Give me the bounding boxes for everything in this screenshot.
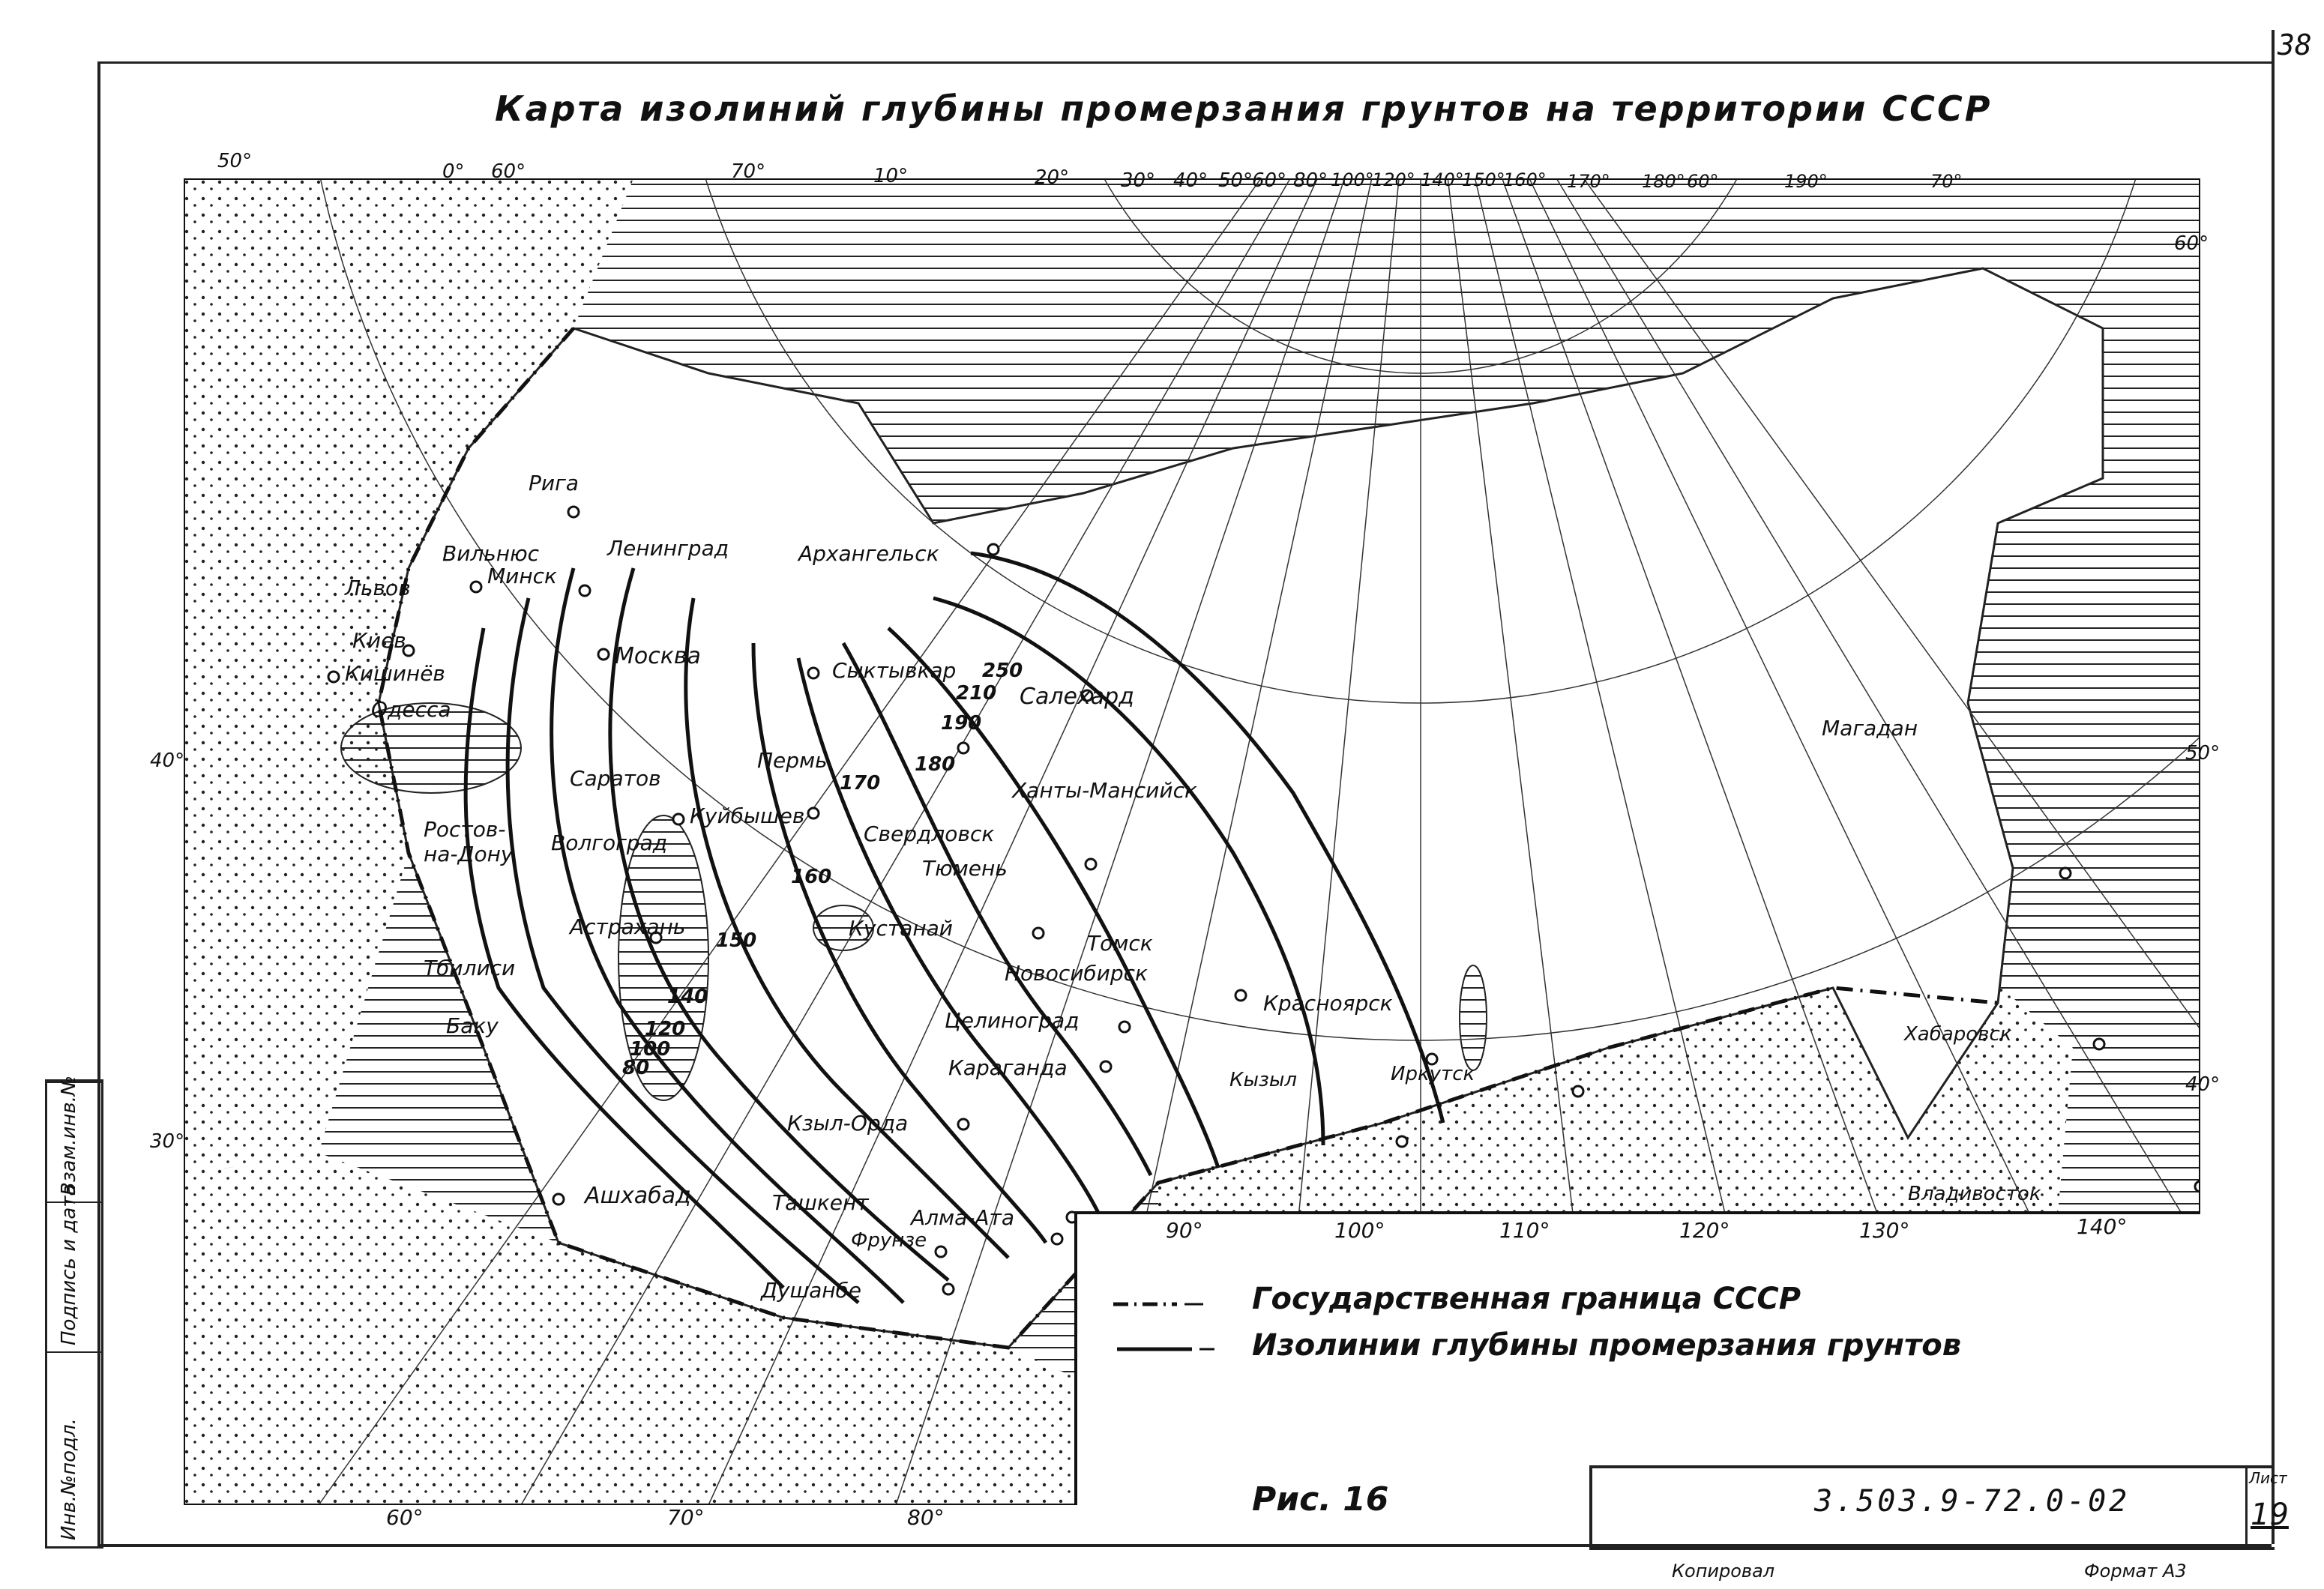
city-label: Ханты-Мансийск xyxy=(1012,778,1197,803)
city-label: Баку xyxy=(446,1013,499,1038)
top-degree-label: 160° xyxy=(1503,169,1547,190)
stamp-column xyxy=(45,1076,103,1549)
city-label: Кзыл-Орда xyxy=(787,1111,909,1136)
stamp-label-replaced-inv: Взам.инв.№ xyxy=(58,1076,80,1195)
top-degree-label: 190° xyxy=(1784,171,1828,192)
top-degree-label: 10° xyxy=(873,165,909,187)
city-label: Новосибирск xyxy=(1005,961,1148,986)
city-label: Иркутск xyxy=(1391,1063,1475,1085)
side-degree-label: 50° xyxy=(2185,742,2221,765)
side-degree-label: 60° xyxy=(2174,232,2209,255)
isoline-label: 190 xyxy=(941,712,982,735)
stamp-label-signature-date: Подпись и дата xyxy=(58,1184,80,1345)
city-label: Хабаровск xyxy=(1904,1023,2012,1046)
top-degree-label: 50° xyxy=(217,150,253,172)
city-label: Владивосток xyxy=(1908,1183,2041,1205)
top-degree-label: 70° xyxy=(731,160,766,183)
legend-border-label: Государственная граница СССР xyxy=(1252,1282,1801,1316)
city-label: Кишинёв xyxy=(345,661,445,686)
city-label: Целиноград xyxy=(945,1008,1080,1033)
figure-label: Рис. 16 xyxy=(1252,1480,1389,1519)
city-label: Тбилиси xyxy=(424,956,516,980)
legend-symbols xyxy=(1110,1285,1222,1368)
isoline-label: 120 xyxy=(645,1018,686,1040)
copied-by-label: Копировал xyxy=(1672,1561,1775,1582)
city-label: Ленинград xyxy=(607,536,729,561)
bottom-degree-label: 140° xyxy=(2077,1214,2128,1239)
city-label: Киев xyxy=(352,628,406,653)
top-degree-label: 30° xyxy=(1121,169,1156,192)
city-label: Красноярск xyxy=(1263,991,1393,1016)
city-label: Минск xyxy=(487,564,557,588)
city-label: Ашхабад xyxy=(585,1183,691,1209)
city-label: Алма-Ата xyxy=(911,1205,1015,1230)
top-degree-label: 50° xyxy=(1218,169,1253,192)
bottom-degree-label: 70° xyxy=(667,1505,705,1530)
isoline-label: 140 xyxy=(667,986,708,1008)
isoline-label: 160 xyxy=(791,866,832,888)
stamp-cell-signature xyxy=(47,1184,101,1353)
frame-right-line xyxy=(2272,30,2275,1544)
lake-baikal xyxy=(1460,965,1487,1070)
city-label: Пермь xyxy=(757,748,828,773)
city-label: Рига xyxy=(529,471,579,495)
top-sheet-number: 38 xyxy=(2278,28,2312,61)
map-title: Карта изолиний глубины промерзания грунтов на территории СССР xyxy=(495,88,1993,129)
city-label: Одесса xyxy=(371,697,451,722)
city-label: Фрунзе xyxy=(851,1229,927,1252)
top-degree-label: 120° xyxy=(1372,169,1415,190)
stamp-label-original-inv: Инв.№подл. xyxy=(58,1418,80,1540)
top-degree-label: 70° xyxy=(1930,171,1963,192)
top-degree-label: 100° xyxy=(1331,169,1374,190)
sheet-number: 19 xyxy=(2251,1498,2289,1532)
city-label: Салехард xyxy=(1020,684,1134,710)
top-degree-label: 180° xyxy=(1642,171,1685,192)
city-label: Душанбе xyxy=(761,1278,862,1303)
city-label: Архангельск xyxy=(798,541,939,566)
bottom-degree-label: 120° xyxy=(1679,1218,1730,1243)
frame-top-line xyxy=(97,61,2272,64)
city-label: Саратов xyxy=(570,766,661,791)
isoline-label: 210 xyxy=(956,682,997,705)
city-label: Сыктывкар xyxy=(832,658,957,683)
city-label: Куйбышев xyxy=(690,803,805,828)
city-label: Львов xyxy=(345,576,411,600)
top-degree-label: 60° xyxy=(1252,169,1287,192)
city-label: Магадан xyxy=(1822,716,1918,741)
city-label: Томск xyxy=(1087,931,1153,956)
city-label: Москва xyxy=(615,643,701,669)
side-degree-label: 40° xyxy=(150,750,185,772)
isoline-label: 180 xyxy=(915,753,956,776)
city-label: Ташкент xyxy=(772,1190,869,1215)
top-degree-label: 60° xyxy=(491,160,526,183)
top-degree-label: 140° xyxy=(1421,169,1464,190)
stamp-cell-inv xyxy=(47,1351,101,1548)
top-degree-label: 20° xyxy=(1035,166,1070,189)
city-label: Астрахань xyxy=(570,914,686,939)
city-label: Кустанай xyxy=(849,916,953,941)
top-degree-label: 170° xyxy=(1567,171,1610,192)
city-label: Волгоград xyxy=(551,830,668,855)
bottom-degree-label: 100° xyxy=(1334,1218,1385,1243)
sheet-label: Лист xyxy=(2249,1469,2287,1487)
side-degree-label: 40° xyxy=(2185,1073,2221,1096)
isoline-label: 100 xyxy=(630,1038,671,1061)
bottom-degree-label: 130° xyxy=(1859,1218,1910,1243)
isoline-label: 250 xyxy=(982,660,1023,682)
bottom-degree-label: 110° xyxy=(1499,1218,1550,1243)
format-label: Формат А3 xyxy=(2084,1561,2187,1582)
isoline-label: 80 xyxy=(622,1057,650,1079)
city-label: Тюмень xyxy=(922,856,1008,881)
city-label: Кызыл xyxy=(1229,1069,1297,1091)
legend-isoline-label: Изолинии глубины промерзания грунтов xyxy=(1252,1328,1962,1363)
top-degree-label: 150° xyxy=(1462,169,1505,190)
city-label: Ростов-на-Дону xyxy=(424,817,514,866)
top-degree-label: 0° xyxy=(442,160,465,183)
document-code: 3.503.9-72.0-02 xyxy=(1814,1484,2131,1519)
top-degree-label: 80° xyxy=(1293,169,1328,192)
bottom-degree-label: 90° xyxy=(1166,1218,1203,1243)
bottom-degree-label: 80° xyxy=(907,1505,945,1530)
city-label: Караганда xyxy=(948,1055,1068,1080)
isoline-label: 150 xyxy=(716,929,757,952)
top-degree-label: 60° xyxy=(1687,171,1719,192)
isoline-label: 170 xyxy=(840,772,881,794)
bottom-degree-label: 60° xyxy=(386,1505,424,1530)
city-label: Вильнюс xyxy=(442,541,540,566)
side-degree-label: 30° xyxy=(150,1130,185,1153)
city-label: Свердловск xyxy=(864,821,995,846)
top-degree-label: 40° xyxy=(1173,169,1208,192)
